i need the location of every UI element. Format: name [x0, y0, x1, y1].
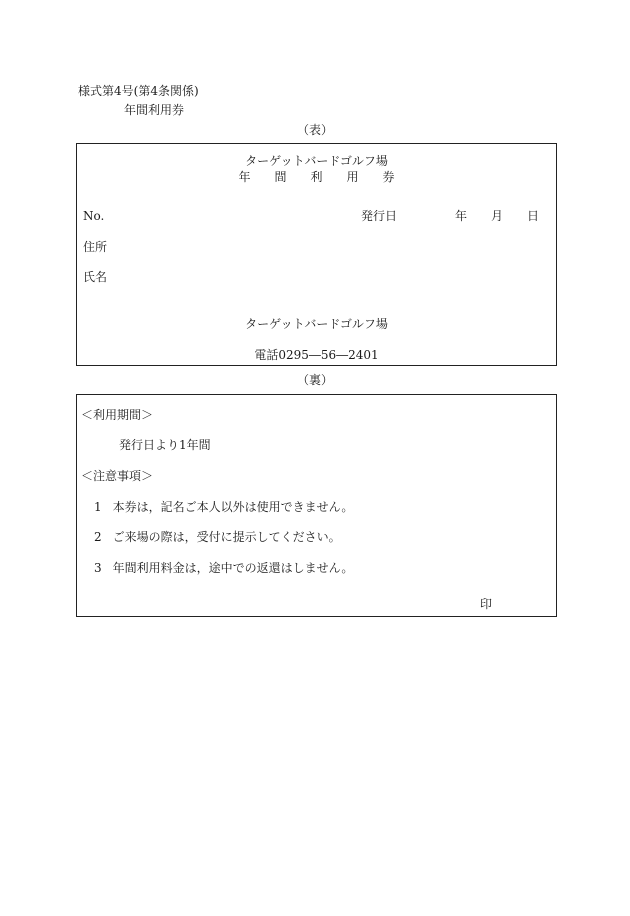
form-title: 年間利用券 — [124, 103, 185, 117]
subtitle-char: 用 — [346, 170, 359, 184]
back-side-label: （裏） — [296, 373, 333, 387]
front-side-label: （表） — [296, 123, 333, 137]
year-label: 年 — [455, 209, 468, 223]
name-label: 氏名 — [83, 270, 108, 284]
subtitle-char: 券 — [382, 170, 395, 184]
subtitle-char: 年 — [238, 170, 251, 184]
note-item — [94, 562, 353, 574]
note-text: 年間利用料金は，途中での返還はしません。 — [112, 561, 354, 575]
note-number: 2 — [94, 530, 102, 544]
subtitle-char: 間 — [274, 170, 287, 184]
front-title: ターゲットバードゴルフ場 — [245, 154, 388, 168]
day-label: 日 — [527, 209, 540, 223]
no-label: No. — [83, 209, 105, 223]
issuer-phone: 電話0295―56―2401 — [254, 348, 379, 362]
note-item — [94, 531, 341, 543]
note-number: 1 — [94, 500, 102, 514]
seal-label: 印 — [480, 597, 493, 611]
period-heading: ＜利用期間＞ — [81, 408, 154, 422]
front-subtitle — [77, 171, 556, 183]
note-item — [94, 501, 353, 513]
note-text: ご来場の際は，受付に提示してください。 — [112, 530, 341, 544]
subtitle-char: 利 — [310, 170, 323, 184]
note-text: 本券は，記名ご本人以外は使用できません。 — [112, 500, 354, 514]
front-card — [76, 143, 557, 366]
issue-date-label: 発行日 — [361, 209, 398, 223]
back-card — [76, 394, 557, 617]
note-number: 3 — [94, 561, 102, 575]
month-label: 月 — [491, 209, 504, 223]
notes-heading: ＜注意事項＞ — [81, 469, 154, 483]
issuer-name: ターゲットバードゴルフ場 — [245, 317, 388, 331]
form-number: 様式第4号(第4条関係) — [78, 84, 199, 98]
period-text: 発行日より1年間 — [119, 438, 211, 452]
address-label: 住所 — [83, 240, 108, 254]
